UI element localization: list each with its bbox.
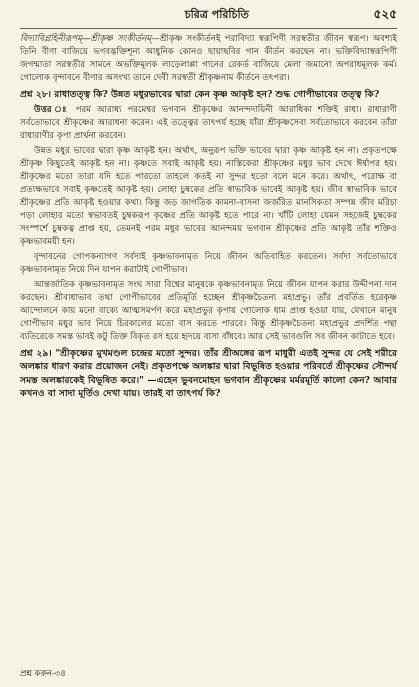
question-29 — [20, 347, 397, 401]
paragraph-intro-text: —শ্রীকৃষ্ণ সংকীর্তনই পরাবিদ্যা স্বরূপিণী সরস্বতীর জীবন স্বরূপ। অবশ্যই তিনি বীণা বাজিয়ে ভগবদ্ভক্তিশূন্য আধুনিক কোনও ছায়াছবির গান কীর্তন করছেন না। ভক্তিবিদ্যাস্বরূপিণী জগন্মাতা সরস্বতীর সামনে অভক্তিমূলক লাড়েলাপ্পা গানের রেকর্ড বাজিয়ে মেলা জমানো অপরাধমূলক কর্ম। গোলোক বৃন্দাবনে বীণার অসংখ্য তানে দেবী সরস্বতী শ্রীকৃষ্ণনাম কীর্তনে তৎপরা। — [20, 34, 397, 83]
page-footer: প্রশ্ন করুন-৩৪ — [20, 669, 66, 679]
question-text: রাধাতত্ত্ব কি? উন্নত মধুরভাবের দ্বারা কেন কৃষ্ণ আকৃষ্ট হন? শুদ্ধ গোপীভাবের তত্ত্ব কি? — [54, 89, 380, 100]
question-number: প্রশ্ন ২৮। — [20, 89, 52, 100]
answer-text: পরম আরাধ্য পরমেশ্বর ভগবান শ্রীকৃষ্ণের আনন্দদায়িনী আরাধিকা শক্তিই রাধা। রাধারাণী সর্বতোভাবে শ্রীকৃষ্ণের আরাধনা করেন। এই তত্ত্বের তাৎপর্য হচ্ছে যাঁরা শ্রীকৃষ্ণসেবা সর্বতোভাবে করবেন তাঁরা রাধারাণীর কৃপা প্রার্থনা করবেন। — [20, 104, 397, 141]
question-text: "শ্রীকৃষ্ণের মুখমণ্ডল চন্দ্রের মতো সুন্দর। তাঁর শ্রীঅঙ্গের রূপ মাধুরী এতই সুন্দর যে সেই শরীরে অলঙ্কার ধারণ করার প্রয়োজন নেই। প্রকৃতপক্ষে অলঙ্কার দ্বারা বিভূষিত হওয়ার পরিবর্তে শ্রীকৃষ্ণের সৌন্দর্য সমস্ত অলঙ্কারকেই বিভূষিত করে।" —এহেন ভুবনমোহন ভগবান শ্রীকৃষ্ণের মর্মরমূর্তি কালো কেন? আবার কখনও বা সাদা মূর্তিও দেখা যায়। তারই বা তাৎপর্য কি? — [20, 347, 398, 399]
page-number: ৫২৫ — [373, 7, 397, 21]
answer-28-paragraph-4: আন্তর্জাতিক কৃষ্ণভাবনামৃত সংঘ সারা বিশ্বের মানুষকে কৃষ্ণভাবনামৃত নিয়ে জীবন যাপন করার উদ্দীপনা দান করছেন। শ্রীবাধাভাব তথা গোপীভাবের প্রতিমূর্তি হচ্ছেন শ্রীকৃষ্ণচৈতন্য মহাপ্রভু। তাঁর প্রবর্তিত হরেকৃষ্ণ আন্দোলনে কায় মনো বাক্যে আত্মসমর্পণ করে মহাপ্রভুর কৃপায় গোলোক ধাম প্রাপ্ত হওয়া যায়, যেখানে মানুষ গোপীভাব মধুর ভাব নিয়ে চিরকালের মতো বাস করতে পারবে। কিন্তু শ্রীকৃষ্ণচৈতন্য মহাপ্রভুর প্রদর্শিত পন্থা ব্যতিরেকে সমস্ত ভাবই কটু তিক্ত বিকৃত রস হয়ে হৃদয়ে বাসা বাঁধবে। আর সেই ভাবগুলি সব জীবন কাটাতে হবে। — [20, 279, 397, 342]
sanskrit-term: বিদ্যাবিগ্রহিনীরূপম্—শ্রীকৃষ্ণ সংকীর্তনম্ — [20, 34, 152, 44]
answer-28-paragraph-1 — [20, 104, 397, 143]
running-head — [20, 6, 397, 28]
paragraph-intro — [20, 33, 397, 85]
question-number: প্রশ্ন ২৯। — [20, 347, 52, 359]
chapter-title: চরিত্র পরিচিতি — [184, 8, 249, 21]
question-28 — [20, 88, 397, 102]
page-body — [20, 33, 397, 401]
header-rule — [20, 28, 397, 29]
answer-28-paragraph-2: উন্নত মধুর ভাবের দ্বারা কৃষ্ণ আকৃষ্ট হন। অর্থাৎ, অনুরূপ ভক্তি ভাবের দ্বারা কৃষ্ণ আকৃষ্ট হন না। প্রকৃতপক্ষে শ্রীকৃষ্ণ কিছুতেই আকৃষ্ট হন না। কৃষ্ণতে সবাই আকৃষ্ট হয়। নাস্তিকেরা শ্রীকৃষ্ণের মধুর ভাব দেখে ঈর্ষাপর হয়। শ্রীকৃষ্ণের মতো তারা যদি হতে পারতো তাহলে কতই না সুন্দর হতো বলে মনে করে। অর্থাৎ, পরোক্ষ বা প্রত্যক্ষভাবে সবাই কৃষ্ণতেই আকৃষ্ট হয়। লোহা চুম্বকের প্রতি স্বাভাবিক ভাবেই আকৃষ্ট হয়। জীব স্বাভাবিক ভাবে শ্রীকৃষ্ণের প্রতি আকৃষ্ট হওয়ার কথা। কিন্তু জড় জাগতিক কামনা-বাসনা জর্জরিত মানসিকতা সম্পন্ন জীব মরিচা পড়া লোহার মতো স্বভাবতই চুম্বকরূপ কৃষ্ণের প্রতি আকৃষ্ট হতে পারে না। খাঁটি লোহা যেমন সহজেই চুম্বকের সংস্পর্শে চুম্বকত্ব প্রাপ্ত হয়, তেমনই পরম মধুর ভাবের আনন্দময় ভগবান শ্রীকৃষ্ণের প্রতি আকৃষ্ট তাঁর শক্তিও কৃষ্ণভাবময়ী হন। — [20, 145, 397, 247]
answer-28-paragraph-3: বৃন্দাবনের গোপকন্যাগণ সর্বদাই কৃষ্ণভাবনামৃত নিয়ে জীবন অতিবাহিত করতেন। সর্বদা সর্বতোভাবে কৃষ্ণভাবনামৃত নিয়ে দিন যাপন করাটাই গোপীভাব। — [20, 251, 397, 275]
answer-label: উত্তর ঃ — [34, 104, 70, 115]
